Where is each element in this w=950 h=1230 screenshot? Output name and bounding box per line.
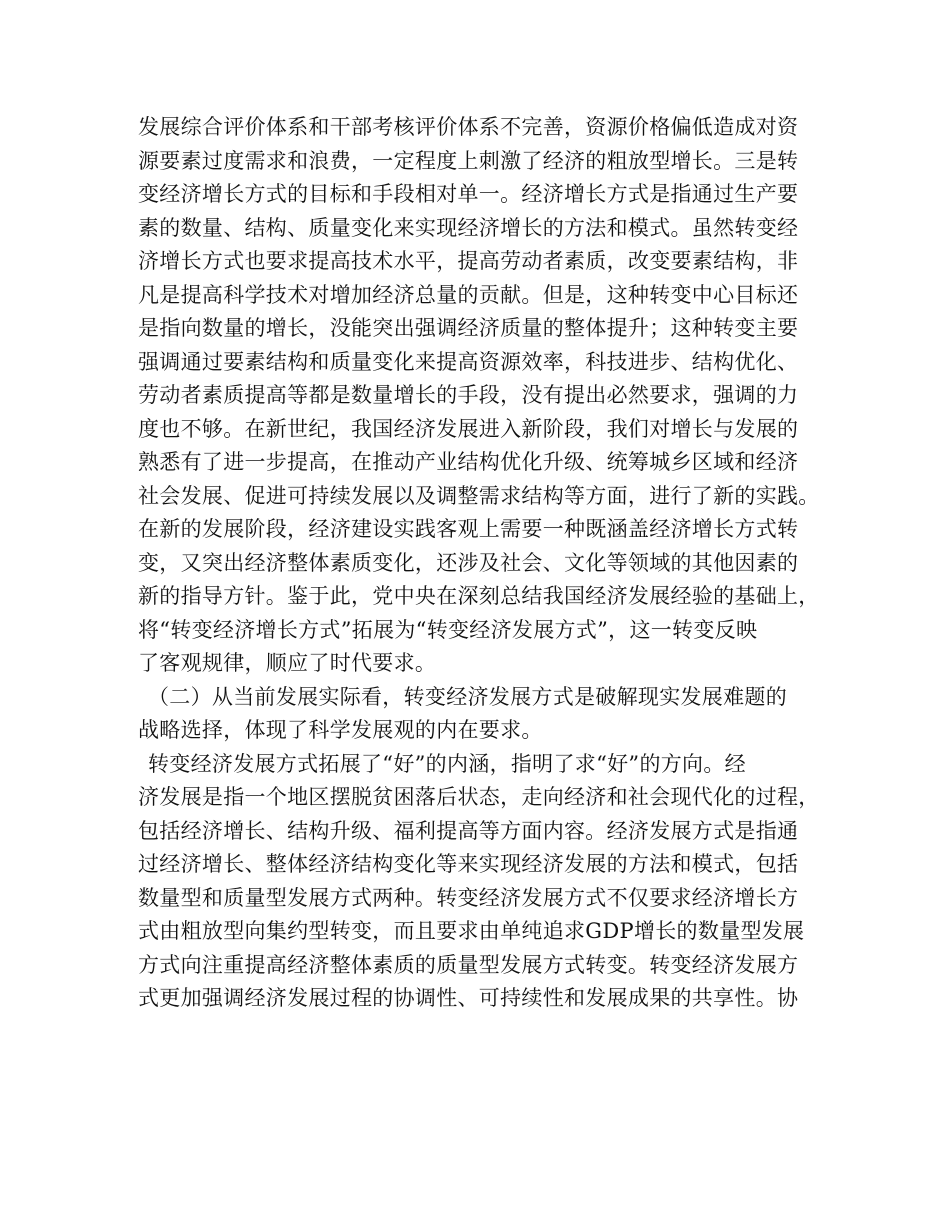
text-line: 将“转变经济增长方式”拓展为“转变经济发展方式”，这一转变反映 (138, 617, 758, 642)
section-heading-line: （二）从当前发展实际看，转变经济发展方式是破解现实发展难题的 (148, 684, 787, 709)
section-heading-line: 战略选择，体现了科学发展观的内在要求。 (138, 718, 543, 742)
text-line: 济发展是指一个地区摆脱贫困落后状态，走向经济和社会现代化的过程， (138, 785, 820, 809)
text-line: 强调通过要素结构和质量变化来提高资源效率，科技进步、结构优化、 (138, 349, 799, 374)
text-line: 式由粗放型向集约型转变，而且要求由单纯追求GDP增长的数量型发展 (138, 919, 805, 943)
text-line: 发展综合评价体系和干部考核评价体系不完善，资源价格偏低造成对资 (138, 115, 799, 139)
text-line: 式更加强调经济发展过程的协调性、可持续性和发展成果的共享性。协 (138, 986, 799, 1010)
text-line: 社会发展、促进可持续发展以及调整需求结构等方面，进行了新的实践。 (138, 483, 820, 508)
body-text (138, 111, 828, 1016)
text-line: 在新的发展阶段，经济建设实践客观上需要一种既涵盖经济增长方式转 (138, 517, 799, 541)
text-line: 包括经济增长、结构升级、福利提高等方面内容。经济发展方式是指通 (138, 818, 799, 843)
text-line: 素的数量、结构、质量变化来实现经济增长的方法和模式。虽然转变经 (138, 215, 799, 240)
text-line: 是指向数量的增长，没能突出强调经济质量的整体提升；这种转变主要 (138, 316, 799, 340)
text-line: 源要素过度需求和浪费，一定程度上刺激了经济的粗放型增长。三是转 (138, 148, 799, 173)
text-line: 方式向注重提高经济整体素质的质量型发展方式转变。转变经济发展方 (138, 952, 799, 977)
text-line: 度也不够。在新世纪，我国经济发展进入新阶段，我们对增长与发展的 (138, 416, 799, 441)
text-line: 变经济增长方式的目标和手段相对单一。经济增长方式是指通过生产要 (138, 182, 799, 206)
text-line: 了客观规律，顺应了时代要求。 (138, 651, 437, 675)
text-line: 凡是提高科学技术对增加经济总量的贡献。但是，这种转变中心目标还 (138, 282, 799, 307)
text-line: 变，又突出经济整体素质变化，还涉及社会、文化等领域的其他因素的 (138, 550, 799, 575)
text-line: 新的指导方针。鉴于此，党中央在深刻总结我国经济发展经验的基础上， (138, 584, 820, 608)
text-line: 济增长方式也要求提高技术水平，提高劳动者素质，改变要素结构，非 (138, 249, 799, 273)
text-line: 数量型和质量型发展方式两种。转变经济发展方式不仅要求经济增长方 (138, 885, 799, 910)
text-line: 熟悉有了进一步提高，在推动产业结构优化升级、统筹城乡区域和经济 (138, 450, 799, 474)
paragraph-first-line: 转变经济发展方式拓展了“好”的内涵，指明了求“好”的方向。经 (148, 751, 746, 776)
text-line: 过经济增长、整体经济结构变化等来实现经济发展的方法和模式，包括 (138, 852, 799, 876)
text-line: 劳动者素质提高等都是数量增长的手段，没有提出必然要求，强调的力 (138, 383, 799, 407)
